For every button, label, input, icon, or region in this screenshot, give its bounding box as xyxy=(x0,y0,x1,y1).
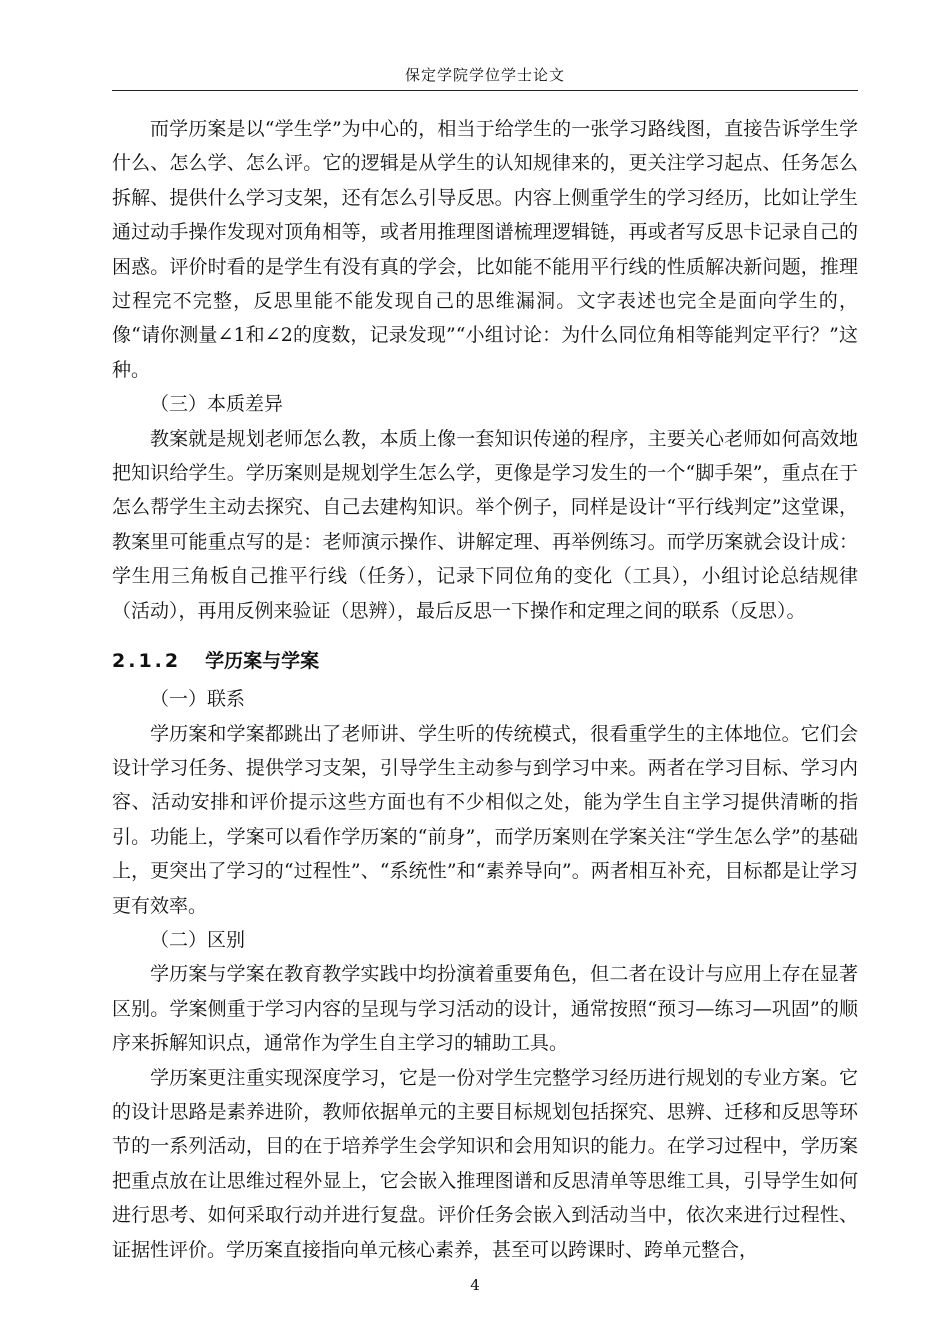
subheading-difference: （二）区别 xyxy=(150,928,246,951)
paragraph-learning-plan-description: 而学历案是以“学生学”为中心的，相当于给学生的一张学习路线图，直接告诉学生学什么、怎么学、怎么评。它的逻辑是从学生的认知规律来的，更关注学习起点、任务怎么拆解、提供什么学习支架，还有怎么引导反思。内容上侧重学生的学习经历，比如让学生通过动手操作发现对顶角相等，或者用推理图谱梳理逻辑链，再或者写反思卡记录自己的困惑。评价时看的是学生有没有真的学会，比如能不能用平行线的性质解决新问题，推理过程完不完整，反思里能不能发现自己的思维漏洞。文字表述也完全是面向学生的，像“请你测量∠1和∠2的度数，记录发现”“小组讨论：为什么同位角相等能判定平行？”这种。 xyxy=(112,118,858,381)
paragraph-connection: 学历案和学案都跳出了老师讲、学生听的传统模式，很看重学生的主体地位。它们会设计学习任务、提供学习支架，引导学生主动参与到学习中来。两者在学习目标、学习内容、活动安排和评价提示这些方面也有不少相似之处，能为学生自主学习提供清晰的指引。功能上，学案可以看作学历案的“前身”，而学历案则在学案关注“学生怎么学”的基础上，更突出了学习的“过程性”、“系统性”和“素养导向”。两者相互补充，目标都是让学习更有效率。 xyxy=(112,722,858,917)
page-header: 保定学院学位学士论文 xyxy=(112,60,858,91)
paragraph-difference-1: 学历案与学案在教育教学实践中均扮演着重要角色，但二者在设计与应用上存在显著区别。学案侧重于学习内容的呈现与学习活动的设计，通常按照“预习—练习—巩固”的顺序来拆解知识点，通常作为学生自主学习的辅助工具。 xyxy=(112,963,858,1055)
page-number: 4 xyxy=(470,1276,480,1294)
paragraph-essential-difference: 教案就是规划老师怎么教，本质上像一套知识传递的程序，主要关心老师如何高效地把知识给学生。学历案则是规划学生怎么学，更像是学习发生的一个“脚手架”，重点在于怎么帮学生主动去探究、自己去建构知识。举个例子，同样是设计“平行线判定”这堂课，教案里可能重点写的是：老师演示操作、讲解定理、再举例练习。而学历案就会设计成：学生用三角板自己推平行线（任务），记录下同位角的变化（工具），小组讨论总结规律（活动），再用反例来验证（思辨），最后反思一下操作和定理之间的联系（反思）。 xyxy=(112,427,858,622)
section-heading xyxy=(112,644,858,678)
subheading-essential-difference: （三）本质差异 xyxy=(150,393,284,416)
paragraph-difference-2: 学历案更注重实现深度学习，它是一份对学生完整学习经历进行规划的专业方案。它的设计思路是素养进阶，教师依据单元的主要目标规划包括探究、思辨、迁移和反思等环节的一系列活动，目的在于培养学生会学知识和会用知识的能力。在学习过程中，学历案把重点放在让思维过程外显上，它会嵌入推理图谱和反思清单等思维工具，引导学生如何进行思考、如何采取行动并进行复盘。评价任务会嵌入到活动当中，依次来进行过程性、证据性评价。学历案直接指向单元核心素养，甚至可以跨课时、跨单元整合， xyxy=(112,1066,858,1261)
subheading-connection: （一）联系 xyxy=(150,688,246,711)
section-number: 2.1.2 xyxy=(112,650,182,673)
section-title: 学历案与学案 xyxy=(205,650,320,673)
document-body xyxy=(112,112,858,1267)
